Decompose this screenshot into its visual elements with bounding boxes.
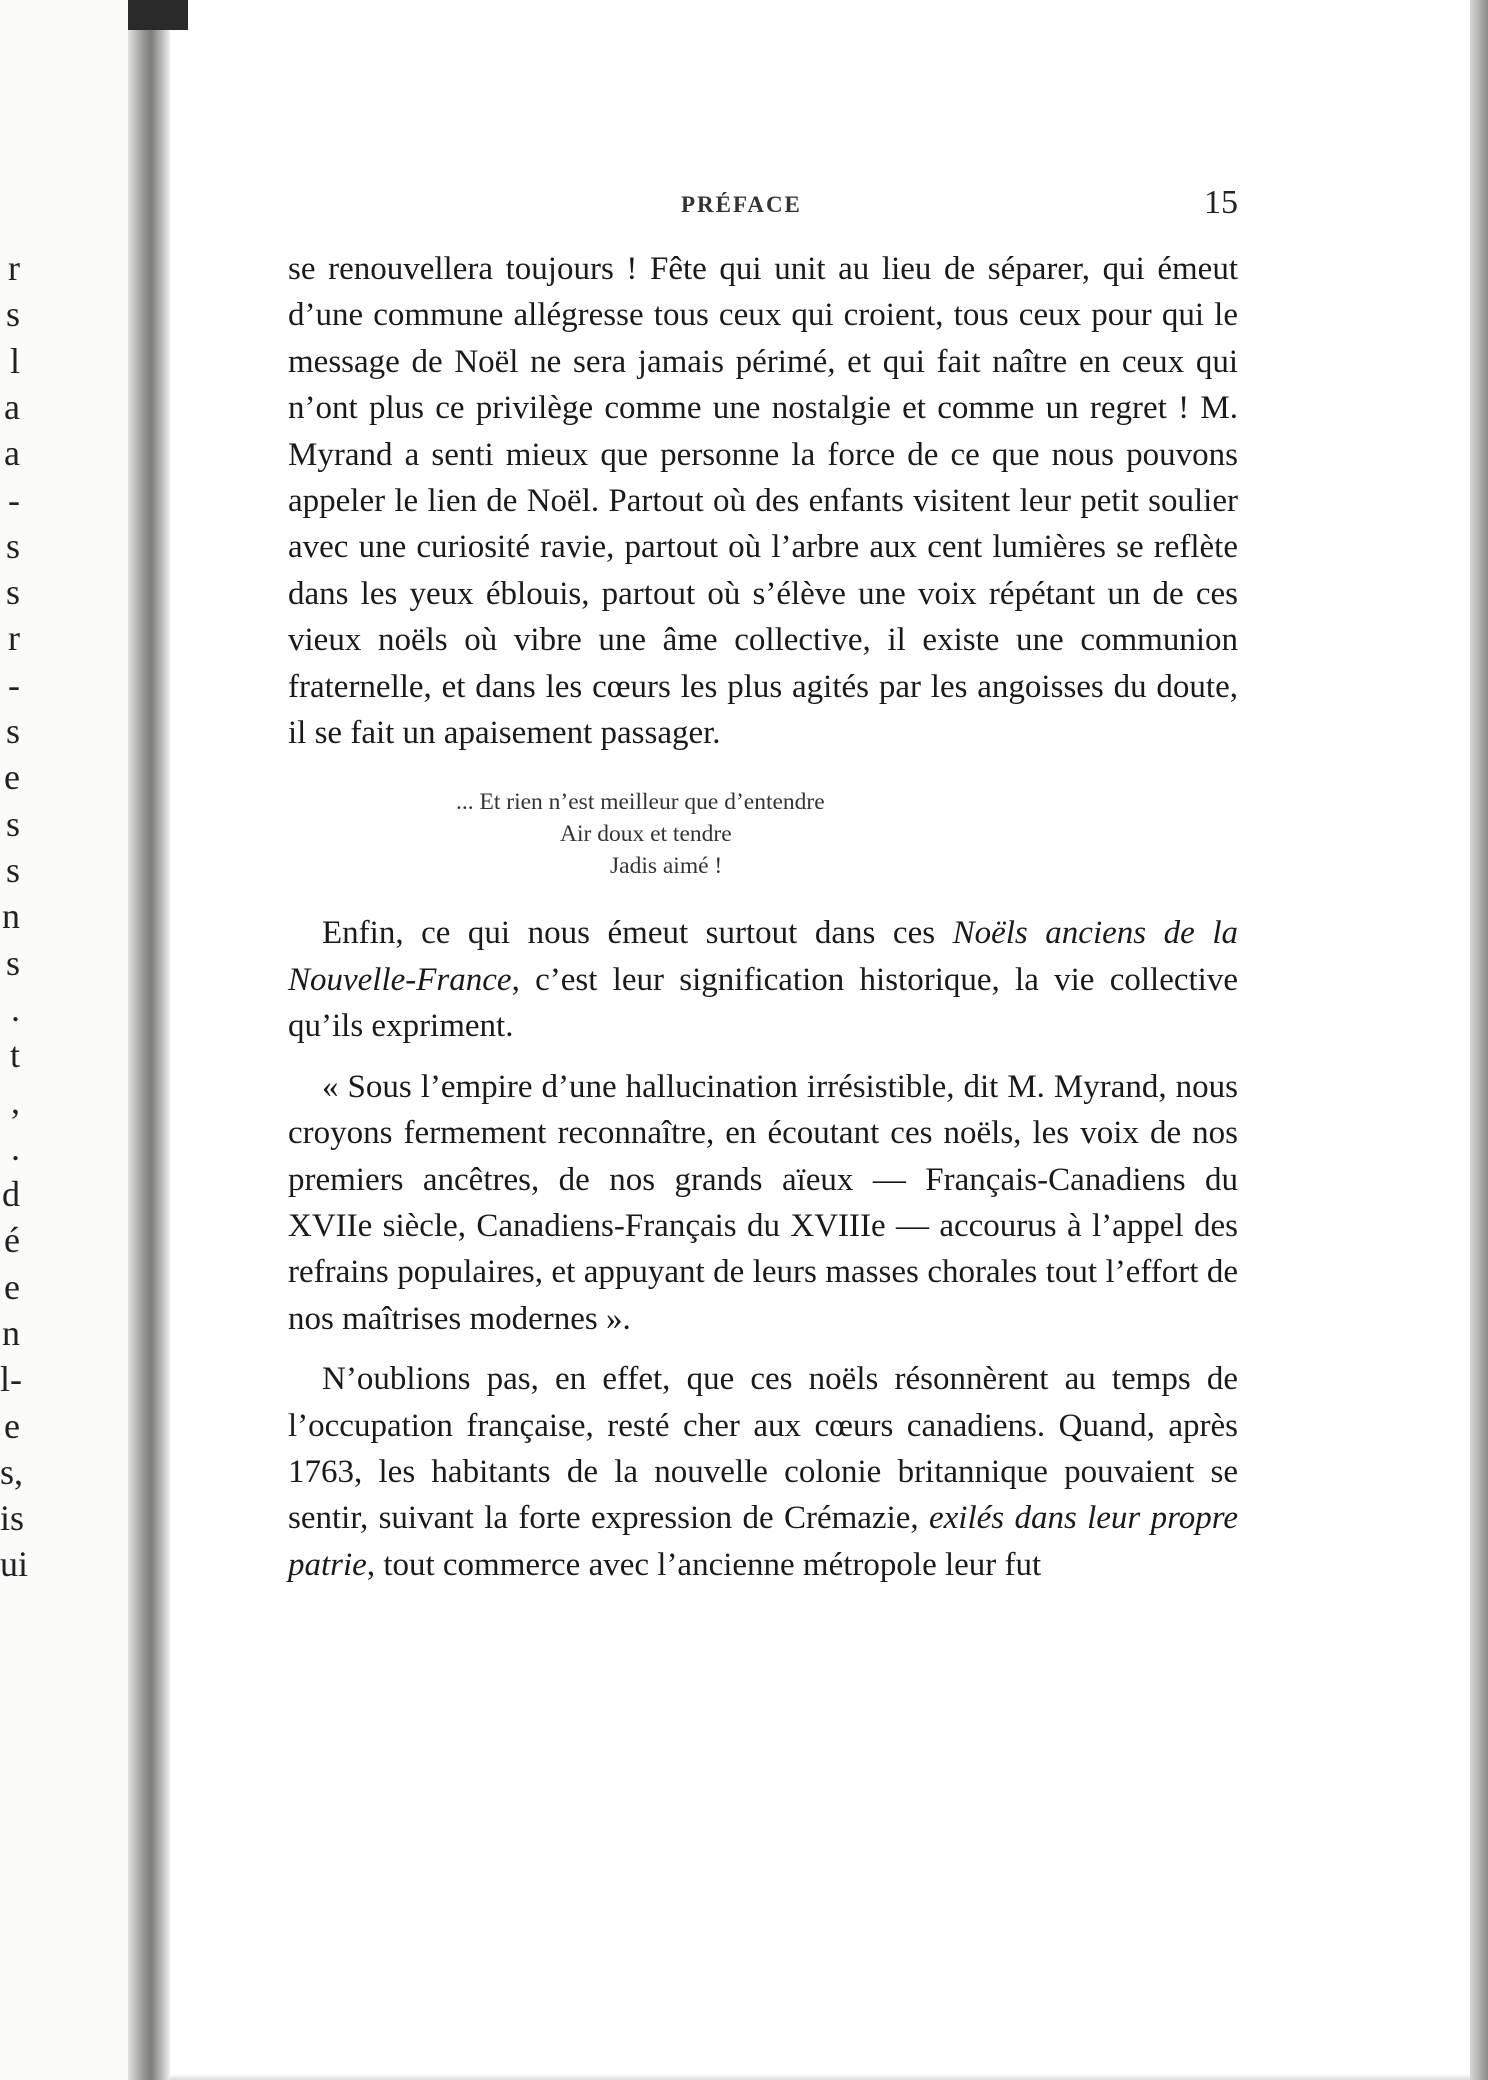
- paragraph-1: se renouvellera toujours ! Fête qui unit au lieu de séparer, qui émeut d’une commune allégresse tous ceux qui croient, tous ceux pour qui le message de Noël ne sera jamais périmé, et qui fait naître en ceux qui n’ont plus ce privilège comme une nostalgie et comme un regret ! M. Myrand a senti mieux que personne la force de ce que nous pouvons appeler le lien de Noël. Partout où des enfants visitent leur petit soulier avec une curiosité ravie, partout où l’arbre aux cent lumières se reflète dans les yeux éblouis, partout où s’élève une voix répétant un de ces vieux noëls où vibre une âme collective, il existe une communion fraternelle, et dans les cœurs les plus agités par les angoisses du doute, il se fait un apaisement passager.: [288, 251, 1238, 752]
- left-page-fragment: r: [8, 248, 20, 288]
- left-page-remnant: [0, 0, 142, 2080]
- left-page-fragment: s: [5, 294, 20, 335]
- verse-line-1: ... Et rien n’est meilleur que d’entendre: [456, 789, 825, 816]
- page-bottom-edge: [170, 2074, 1470, 2080]
- left-page-fragment: -: [8, 479, 20, 520]
- paragraph-3: « Sous l’empire d’une hallucination irrésistible, dit M. Myrand, nous croyons fermement reconnaître, en écoutant ces noëls, les voix de nos premiers ancêtres, de nos grands aïeux — Français-Canadiens du XVIIe siècle, Canadiens-Français du XVIIIe — accourus à l’appel des refrains populaires, et appuyant de leurs masses chorales tout l’effort de nos maîtrises modernes ».: [288, 1068, 1238, 1337]
- left-page-fragment: a: [4, 386, 20, 427]
- paragraph-4-text-end: , tout commerce avec l’ancienne métropole leur fut: [366, 1546, 1042, 1583]
- left-page-fragment: s,: [0, 1451, 24, 1492]
- left-page-fragment: s: [5, 942, 20, 983]
- left-page-fragment: r: [8, 618, 20, 659]
- left-page-fragment: is: [0, 1498, 25, 1539]
- left-page-fragment: e: [4, 757, 20, 798]
- left-page-fragment: ,: [11, 1081, 20, 1122]
- book-title-italic: Noëls anciens de la Nouvelle-France: [288, 915, 1238, 998]
- paragraph-2: [288, 910, 1238, 1049]
- left-page-fragment: s: [5, 803, 20, 844]
- left-page-fragment: -: [8, 664, 20, 705]
- paragraph-4: [288, 1356, 1238, 1588]
- paragraph-2-text: Enfin, ce qui nous émeut surtout dans ces: [322, 915, 953, 952]
- right-page-edge: [1470, 0, 1488, 2080]
- left-page-fragment: l: [9, 340, 20, 381]
- verse-line-2: Air doux et tendre: [560, 821, 732, 848]
- quote-italic: exilés dans leur propre patrie: [288, 1500, 1238, 1583]
- body-text: [288, 246, 1238, 1588]
- left-page-fragment: ui: [0, 1544, 29, 1585]
- left-page-fragment: n: [2, 896, 20, 937]
- page-header: [288, 184, 1238, 234]
- book-gutter: [128, 0, 170, 2080]
- left-page-fragment: e: [4, 1266, 20, 1307]
- paragraph-4-text: N’oublions pas, en effet, que ces noëls résonnèrent au temps de l’occupation française, resté cher aux cœurs canadiens. Quand, après 1763, les habitants de la nouvelle colonie britannique pouvaient se sentir, suivant la forte expression de Crémazie,: [288, 1361, 1238, 1537]
- gutter-top-shadow: [128, 0, 188, 30]
- page-number: 15: [1204, 184, 1238, 221]
- left-page-fragment: e: [4, 1405, 20, 1446]
- left-page-fragment: s: [5, 572, 20, 613]
- running-title: PRÉFACE: [681, 192, 802, 217]
- verse-quote: [288, 786, 1238, 882]
- left-page-fragment: s: [5, 525, 20, 566]
- left-page-fragment: .: [11, 1127, 20, 1168]
- verse-line-3: Jadis aimé !: [610, 853, 723, 880]
- left-page-fragment: .: [11, 988, 20, 1029]
- left-page-fragment: s: [5, 711, 20, 751]
- left-page-fragment: t: [9, 1035, 20, 1076]
- left-page-fragment: d: [2, 1174, 20, 1214]
- paragraph-2-text-end: , c’est leur signification historique, la vie collective qu’ils expriment.: [288, 961, 1238, 1045]
- left-page-fragment: é: [4, 1220, 20, 1261]
- left-page-fragment: s: [5, 849, 20, 890]
- left-page-fragment: n: [2, 1312, 20, 1353]
- left-page-fragment: a: [4, 433, 20, 474]
- left-page-fragment: l-: [0, 1359, 22, 1400]
